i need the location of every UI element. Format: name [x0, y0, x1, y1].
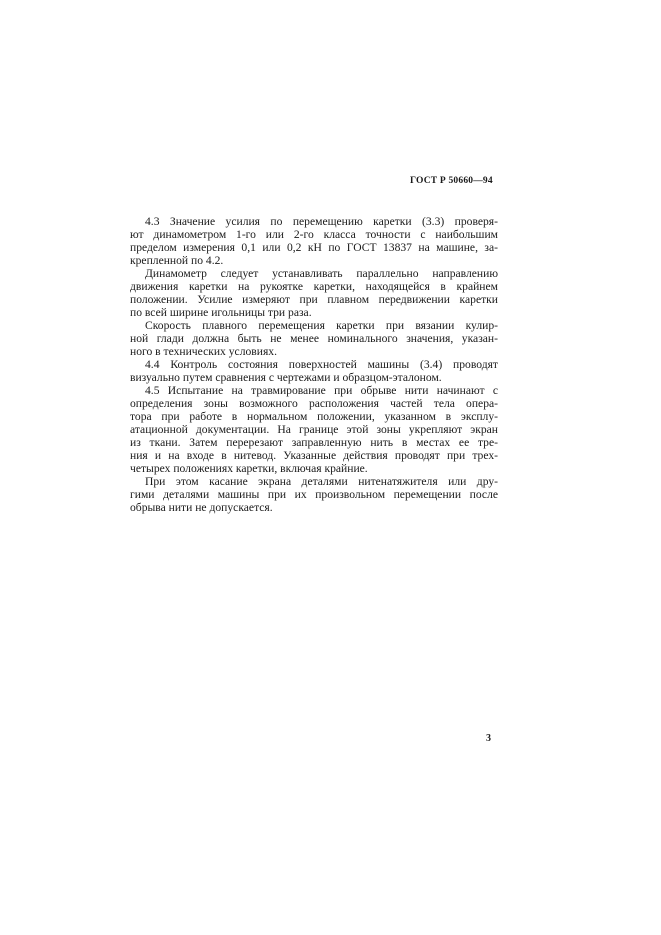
- text-line: ют динамометром 1-го или 2-го класса точности с наибольшим: [130, 228, 498, 241]
- text-line: 4.5 Испытание на травмирование при обрыве нити начинают с: [145, 384, 498, 397]
- text-line: При этом касание экрана деталями нитенатяжителя или дру-: [145, 475, 498, 488]
- text-line: обрыва нити не допускается.: [130, 501, 273, 514]
- page-number: 3: [486, 733, 491, 744]
- text-line: Динамометр следует устанавливать параллельно направлению: [145, 267, 498, 280]
- text-line: определения зоны возможного расположения частей тела опера-: [130, 397, 498, 410]
- text-line: четырех положениях каретки, включая крайние.: [130, 462, 368, 475]
- text-line: атационной документации. На границе этой зоны укрепляют экран: [130, 423, 498, 436]
- text-line: крепленной по 4.2.: [130, 254, 224, 267]
- text-line: по всей ширине игольницы три раза.: [130, 306, 312, 319]
- standard-code-header: ГОСТ Р 50660—94: [410, 176, 493, 186]
- text-line: ного в технических условиях.: [130, 345, 277, 358]
- text-line: тора при работе в нормальном положении, указанном в эксплу-: [130, 410, 498, 423]
- text-line: пределом измерения 0,1 или 0,2 кН по ГОСТ 13837 на машине, за-: [130, 241, 498, 254]
- text-line: ния и на входе в нитевод. Указанные действия проводят при трех-: [130, 449, 498, 462]
- text-line: 4.4 Контроль состояния поверхностей машины (3.4) проводят: [145, 358, 498, 371]
- text-line: 4.3 Значение усилия по перемещению каретки (3.3) проверя-: [145, 215, 498, 228]
- text-line: движения каретки на рукоятке каретки, находящейся в крайнем: [130, 280, 498, 293]
- text-line: гими деталями машины при их произвольном перемещении после: [130, 488, 498, 501]
- text-line: Скорость плавного перемещения каретки при вязании кулир-: [145, 319, 498, 332]
- text-line: ной глади должна быть не менее номинального значения, указан-: [130, 332, 498, 345]
- text-line: положении. Усилие измеряют при плавном передвижении каретки: [130, 293, 498, 306]
- text-line: визуально путем сравнения с чертежами и образцом-эталоном.: [130, 371, 442, 384]
- text-line: из ткани. Затем перерезают заправленную нить в местах ее тре-: [130, 436, 498, 449]
